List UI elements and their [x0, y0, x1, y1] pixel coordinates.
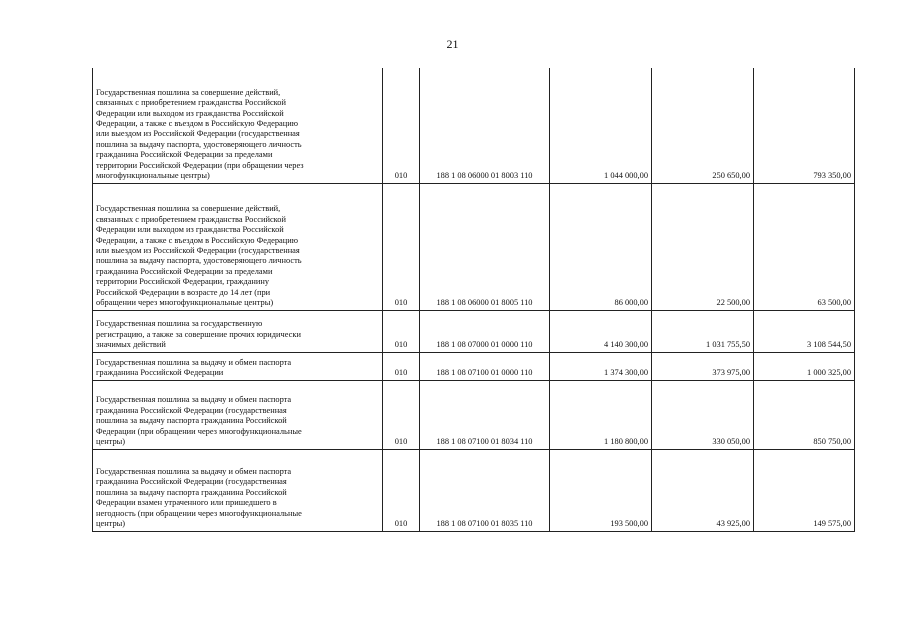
revenue-name-line: Федерации или выходом из гражданства Российской	[96, 108, 284, 118]
revenue-name-line: связанных с приобретением гражданства Российской	[96, 98, 286, 108]
revenue-name-line: Государственная пошлина за совершение действий,	[96, 204, 281, 214]
revenue-name-line: территории Российской Федерации (при обращении через	[96, 160, 304, 170]
revenue-name-line: центры)	[96, 437, 126, 447]
revenue-name-line: пошлина за выдачу паспорта гражданина Российской	[96, 416, 287, 426]
revenue-name-line: Государственная пошлина за государственную	[96, 319, 263, 329]
remainder-amount-cell: 63 500,00	[754, 183, 855, 310]
kbk-code-cell: 188 1 08 06000 01 8005 110	[420, 183, 550, 310]
revenue-name-line: Федерации (при обращении через многофункциональные	[96, 426, 302, 436]
table-row	[93, 449, 855, 531]
revenue-name-line: гражданина Российской Федерации за пределами	[96, 266, 273, 276]
revenue-name-cell	[93, 352, 383, 380]
revenue-name-line: гражданина Российской Федерации	[96, 368, 224, 378]
admin-code-cell: 010	[383, 68, 420, 183]
remainder-amount-cell: 1 000 325,00	[754, 352, 855, 380]
actual-amount-cell: 1 031 755,50	[652, 310, 754, 352]
actual-amount-cell: 330 050,00	[652, 380, 754, 449]
revenue-name-line: Российской Федерации в возрасте до 14 лет (при	[96, 287, 271, 297]
actual-amount-cell: 373 975,00	[652, 352, 754, 380]
plan-amount-cell: 1 180 800,00	[550, 380, 652, 449]
revenue-name-line: гражданина Российской Федерации за пределами	[96, 150, 273, 160]
plan-amount-cell: 4 140 300,00	[550, 310, 652, 352]
revenue-name-line: пошлина за выдачу паспорта, удостоверяющего личность	[96, 139, 302, 149]
revenue-name-line: гражданина Российской Федерации (государственная	[96, 405, 287, 415]
remainder-amount-cell: 3 108 544,50	[754, 310, 855, 352]
revenue-name-line: пошлина за выдачу паспорта, удостоверяющего личность	[96, 256, 302, 266]
revenue-table	[92, 68, 855, 532]
plan-amount-cell: 193 500,00	[550, 449, 652, 531]
table-row	[93, 310, 855, 352]
kbk-code-cell: 188 1 08 07000 01 0000 110	[420, 310, 550, 352]
table-row	[93, 183, 855, 310]
revenue-name-line: или выездом из Российской Федерации (государственная	[96, 246, 300, 256]
revenue-name-cell	[93, 68, 383, 183]
remainder-amount-cell: 850 750,00	[754, 380, 855, 449]
revenue-name-cell	[93, 183, 383, 310]
plan-amount-cell: 1 044 000,00	[550, 68, 652, 183]
admin-code-cell: 010	[383, 183, 420, 310]
table-row	[93, 380, 855, 449]
table-row	[93, 68, 855, 183]
kbk-code-cell: 188 1 08 07100 01 8034 110	[420, 380, 550, 449]
revenue-name-line: пошлина за выдачу паспорта гражданина Российской	[96, 487, 287, 497]
table-row	[93, 352, 855, 380]
revenue-name-line: Государственная пошлина за выдачу и обмен паспорта	[96, 357, 292, 367]
revenue-name-line: связанных с приобретением гражданства Российской	[96, 214, 286, 224]
remainder-amount-cell: 793 350,00	[754, 68, 855, 183]
revenue-name-cell	[93, 449, 383, 531]
actual-amount-cell: 22 500,00	[652, 183, 754, 310]
revenue-name-line: центры)	[96, 519, 126, 529]
kbk-code-cell: 188 1 08 06000 01 8003 110	[420, 68, 550, 183]
revenue-name-line: гражданина Российской Федерации (государственная	[96, 477, 287, 487]
revenue-name-cell	[93, 310, 383, 352]
actual-amount-cell: 43 925,00	[652, 449, 754, 531]
revenue-name-line: Государственная пошлина за выдачу и обмен паспорта	[96, 395, 292, 405]
revenue-name-line: многофункциональные центры)	[96, 171, 210, 181]
kbk-code-cell: 188 1 08 07100 01 0000 110	[420, 352, 550, 380]
page-number: 21	[446, 37, 459, 51]
plan-amount-cell: 1 374 300,00	[550, 352, 652, 380]
admin-code-cell: 010	[383, 352, 420, 380]
revenue-name-line: Федерации, а также с въездом в Российскую Федерацию	[96, 235, 298, 245]
revenue-name-line: регистрацию, а также за совершение прочих юридически	[96, 329, 301, 339]
remainder-amount-cell: 149 575,00	[754, 449, 855, 531]
revenue-name-line: обращении через многофункциональные центры)	[96, 298, 274, 308]
revenue-name-line: значимых действий	[96, 340, 166, 350]
revenue-table-body	[93, 68, 855, 531]
revenue-name-line: негодность (при обращении через многофункциональные	[96, 508, 302, 518]
actual-amount-cell: 250 650,00	[652, 68, 754, 183]
revenue-name-line: территории Российской Федерации, гражданину	[96, 277, 270, 287]
admin-code-cell: 010	[383, 310, 420, 352]
admin-code-cell: 010	[383, 449, 420, 531]
revenue-name-line: или выездом из Российской Федерации (государственная	[96, 129, 300, 139]
kbk-code-cell: 188 1 08 07100 01 8035 110	[420, 449, 550, 531]
revenue-name-line: Государственная пошлина за выдачу и обмен паспорта	[96, 467, 292, 477]
revenue-name-cell	[93, 380, 383, 449]
revenue-name-line: Федерации или выходом из гражданства Российской	[96, 225, 284, 235]
revenue-name-line: Федерации взамен утраченного или пришедшего в	[96, 498, 277, 508]
plan-amount-cell: 86 000,00	[550, 183, 652, 310]
revenue-name-line: Государственная пошлина за совершение действий,	[96, 87, 281, 97]
revenue-name-line: Федерации, а также с въездом в Российскую Федерацию	[96, 119, 298, 129]
admin-code-cell: 010	[383, 380, 420, 449]
